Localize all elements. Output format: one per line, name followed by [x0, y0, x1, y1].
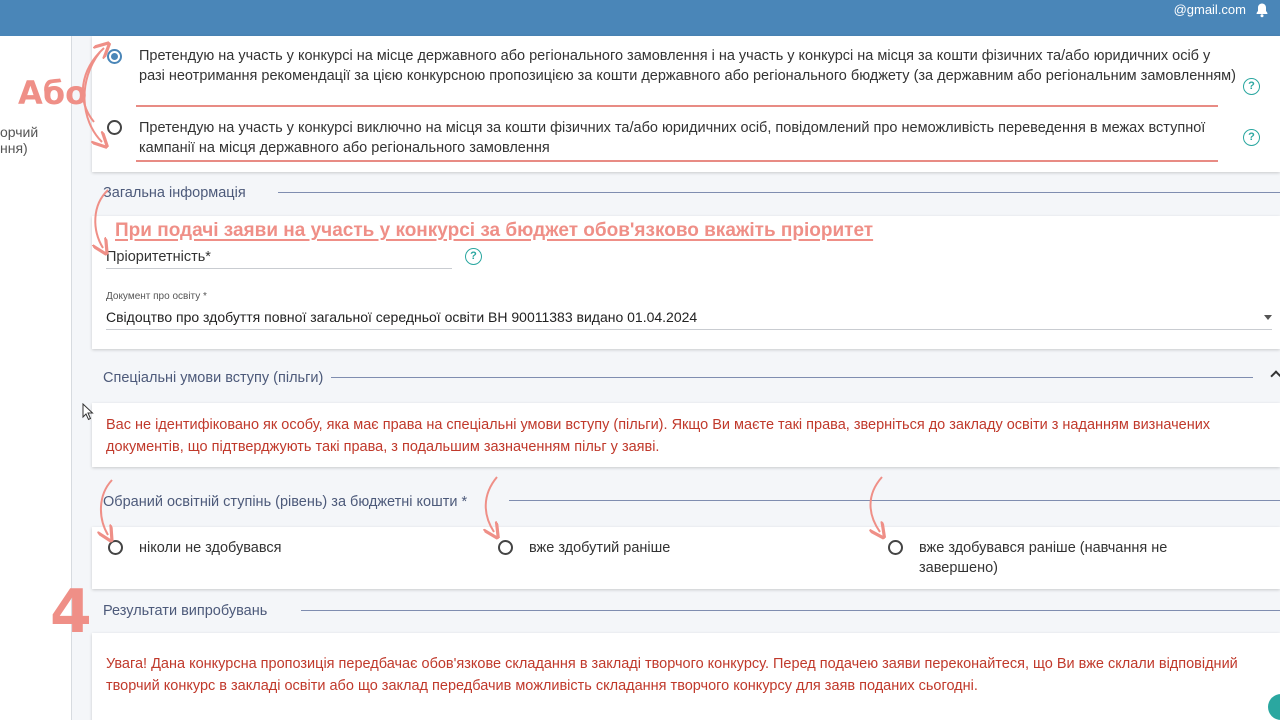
- section-title-general: Загальна інформація: [103, 185, 246, 201]
- user-email[interactable]: @gmail.com: [1173, 2, 1246, 17]
- degree-unfinished-label: вже здобувався раніше (навчання не завершено): [919, 540, 1168, 576]
- degree-never-label: ніколи не здобувався: [139, 540, 282, 556]
- annotation-step-number: 4: [50, 577, 92, 647]
- arrow-degree-1: [101, 480, 112, 535]
- arrow-or-down: [84, 52, 102, 142]
- option-private-funds-text: Претендую на участь у конкурсі виключно на місця за кошти фізичних та/або юридичних осіб, повідомлений про неможливість переведення в межах вступної кампанії на місця державного або регіонального замовлення: [139, 120, 1206, 156]
- arrow-degree-2: [486, 477, 497, 532]
- section-title-results: Результати випробувань: [103, 603, 268, 619]
- left-panel-text-2: ння): [0, 140, 28, 156]
- arrow-priority: [95, 190, 108, 248]
- education-doc-select[interactable]: Свідоцтво про здобуття повної загальної середньої освіти ВН 90011383 видано 01.04.2024: [106, 309, 698, 325]
- annotation-or: Або: [18, 74, 88, 112]
- degree-obtained-label: вже здобутий раніше: [529, 540, 671, 556]
- section-title-degree: Обраний освітній ступінь (рівень) за бюджетні кошти *: [103, 494, 468, 510]
- section-title-special: Спеціальні умови вступу (пільги): [103, 370, 324, 386]
- creative-contest-warning: Увага! Дана конкурсна пропозиція передбачає обов'язкове складання в закладі творчого конкурсу. Перед подачею заяви переконайтеся, що Ви вже склали відповідний творчий конкурс в закладі освіти або що заклад передбачив можливість складання творчого конкурсу для заяв поданих сьогодні.: [106, 656, 1238, 694]
- priority-label: Пріоритетність*: [106, 249, 211, 265]
- education-doc-label: Документ про освіту *: [106, 291, 207, 302]
- help-icon[interactable]: ?: [1243, 129, 1260, 146]
- annotation-priority-hint: При подачі заяви на участь у конкурсі за бюджет обов'язково вкажіть пріоритет: [115, 220, 874, 241]
- help-icon[interactable]: ?: [1243, 78, 1260, 95]
- arrow-degree-3: [871, 477, 883, 532]
- help-icon[interactable]: ?: [465, 248, 482, 265]
- special-conditions-message: Вас не ідентифіковано як особу, яка має права на спеціальні умови вступу (пільги). Якщо Ви маєте такі права, зверніться до закладу освіти з наданням визначених документів, що підтверджують такі права, з подальшим зазначенням пільг у заяві.: [106, 417, 1211, 455]
- option-state-order-text: Претендую на участь у конкурсі на місце державного або регіонального замовлення і на участь у конкурсі на місця за кошти фізичних та/або юридичних осіб у разі неотримання рекомендації за цією конкурсною пропозицією за кошти державного або регіонального бюджету (за державним або регіональним замовленням): [139, 48, 1236, 84]
- mouse-cursor-icon: [82, 403, 94, 421]
- left-panel-text-1: орчий: [0, 124, 39, 140]
